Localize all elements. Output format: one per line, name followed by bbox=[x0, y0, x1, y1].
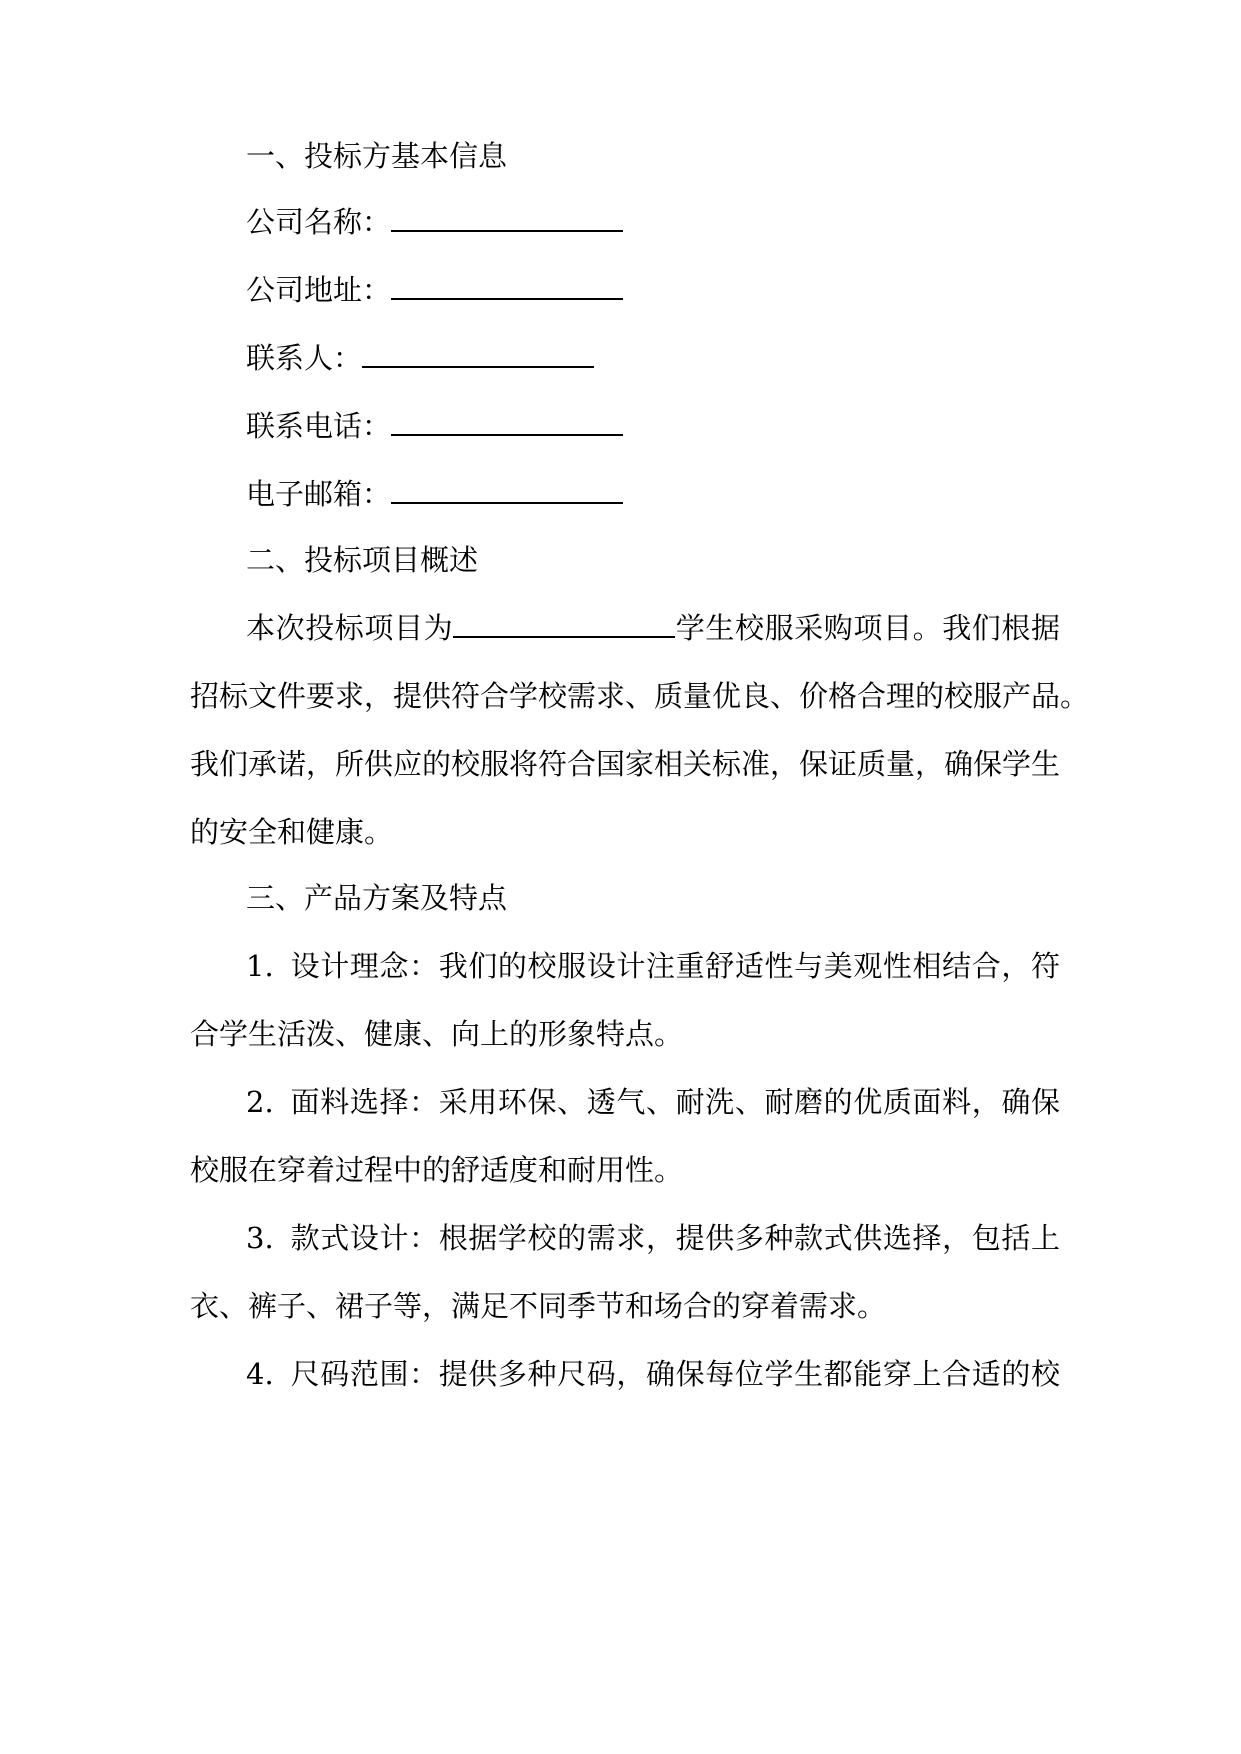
section-3-heading: 三、产品方案及特点 bbox=[246, 881, 508, 915]
field-label: 公司名称： bbox=[246, 205, 392, 239]
field-label: 联系电话： bbox=[246, 409, 392, 443]
list-number: 1. bbox=[246, 949, 274, 983]
field-contact-person bbox=[246, 338, 1060, 378]
fill-in-blank[interactable] bbox=[391, 272, 623, 300]
field-label: 电子邮箱： bbox=[246, 477, 392, 511]
field-contact-phone bbox=[246, 406, 1060, 446]
section-2-heading: 二、投标项目概述 bbox=[246, 543, 479, 577]
paragraph-line: 的安全和健康。 bbox=[190, 815, 394, 849]
field-company-address bbox=[246, 270, 1060, 310]
field-label: 公司地址： bbox=[246, 273, 392, 307]
list-number: 3. bbox=[246, 1221, 274, 1255]
fill-in-blank[interactable] bbox=[391, 408, 623, 436]
list-item-continuation: 校服在穿着过程中的舒适度和耐用性。 bbox=[190, 1153, 684, 1187]
list-item: 4. 尺码范围：提供多种尺码，确保每位学生都能穿上合适的校 bbox=[246, 1354, 1060, 1394]
list-item: 2. 面料选择：采用环保、透气、耐洗、耐磨的优质面料，确保 bbox=[246, 1082, 1060, 1122]
paragraph-line: 我们承诺，所供应的校服将符合国家相关标准，保证质量，确保学生 bbox=[190, 747, 1061, 781]
fill-in-blank[interactable] bbox=[362, 340, 594, 368]
paragraph-line: 招标文件要求，提供符合学校需求、质量优良、价格合理的校服产品。 bbox=[190, 679, 1090, 713]
list-item: 1. 设计理念：我们的校服设计注重舒适性与美观性相结合，符 bbox=[246, 946, 1060, 986]
list-item: 3. 款式设计：根据学校的需求，提供多种款式供选择，包括上 bbox=[246, 1218, 1060, 1258]
list-number: 4. bbox=[246, 1357, 274, 1391]
list-number: 2. bbox=[246, 1085, 274, 1119]
paragraph-line: 本次投标项目为 学生校服采购项目。我们根据 bbox=[246, 611, 1060, 645]
fill-in-blank[interactable] bbox=[391, 204, 623, 232]
field-label: 联系人： bbox=[246, 341, 363, 375]
section-1-heading: 一、投标方基本信息 bbox=[246, 139, 508, 173]
field-company-name bbox=[246, 202, 1060, 242]
fill-in-blank[interactable] bbox=[391, 476, 623, 504]
list-item-continuation: 衣、裤子、裙子等，满足不同季节和场合的穿着需求。 bbox=[190, 1289, 887, 1323]
list-item-continuation: 合学生活泼、健康、向上的形象特点。 bbox=[190, 1017, 684, 1051]
fill-in-blank[interactable] bbox=[453, 610, 675, 638]
field-email bbox=[246, 474, 1060, 514]
